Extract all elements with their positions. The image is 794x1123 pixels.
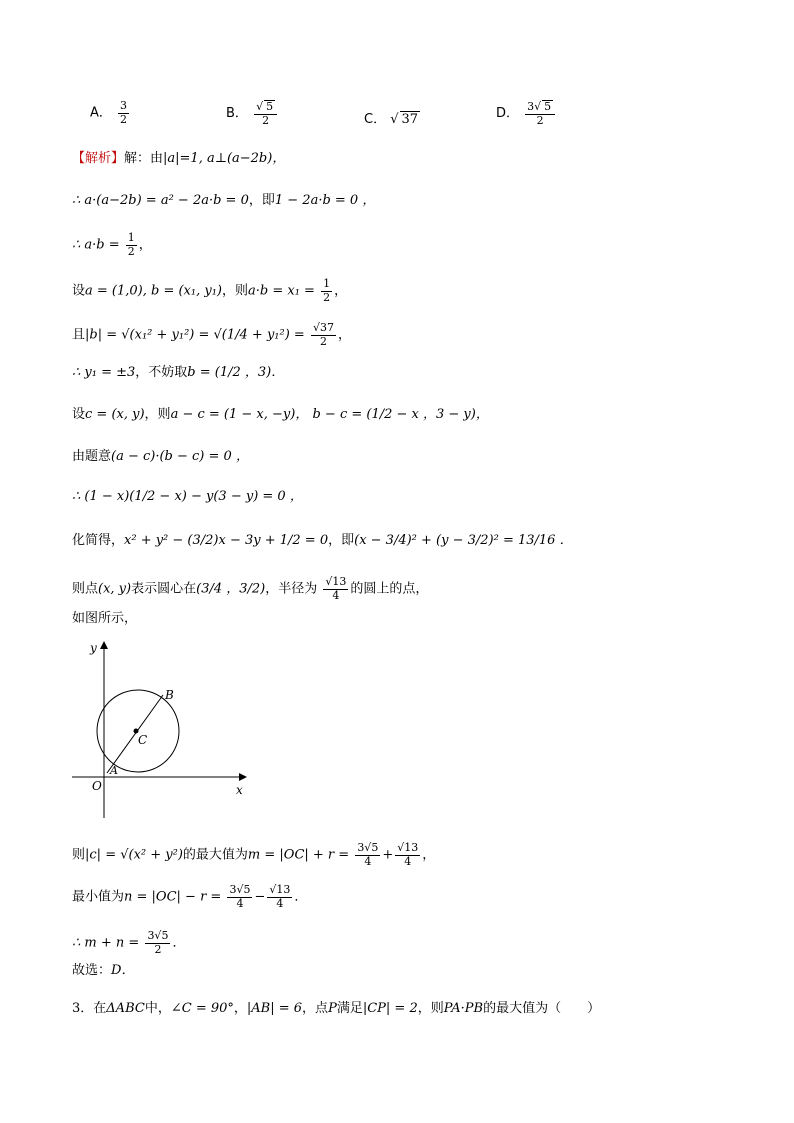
y-axis-label: y: [90, 641, 97, 655]
solution-line-12: 如图所示，: [72, 611, 138, 626]
solution-line-2: ∴ a·(a−2b) = a² − 2a·b = 0，即1 − 2a·b = 0 ，: [72, 193, 376, 208]
solution-line-14: 最小值为n = |OC| − r = $\frac{3√5}{4}$ − $\frac{√13}{4}$ ．: [72, 883, 308, 910]
solution-line-5: 且|b| = √(x₁² + y₁²) = √(1/4 + y₁²) = $\frac{√37}{2}$ ，: [72, 321, 351, 348]
origin-label: O: [92, 779, 102, 793]
question-number: 3．: [72, 1001, 94, 1016]
option-c-value: 37: [401, 112, 419, 127]
option-d: [496, 100, 557, 127]
option-c: [364, 108, 420, 127]
solution-line-13: 则|c| = √(x² + y²)的最大值为m = |OC| + r = $\frac{3√5}{4}$ + $\frac{√13}{4}$ ，: [72, 841, 436, 868]
option-a-label: A．: [90, 105, 112, 121]
solution-line-1: 【解析】解：由|a|=1, a⊥(a−2b)，: [72, 151, 286, 166]
analysis-tag: 【解析】: [72, 151, 125, 166]
option-b: [226, 100, 279, 127]
point-a-label: A: [110, 764, 118, 777]
option-d-value: $\frac{3√ 5}{2}$: [525, 100, 555, 127]
solution-line-16: 故选：D．: [72, 963, 135, 978]
solution-line-10: 化简得，x² + y² − (3/2)x − 3y + 1/2 = 0，即(x − 3/4)² + (y − 3/2)² = 13/16 ．: [72, 533, 573, 548]
solution-line-3: ∴ a·b = $\frac{1}{2}$ ，: [72, 231, 152, 258]
solution-line-6: ∴ y₁ = ±3，不妨取b = (1/2 ，3)．: [72, 365, 285, 380]
option-c-label: C．: [364, 112, 387, 127]
option-b-value: √ $\frac{5}{2}$: [254, 100, 277, 127]
solution-line-8: 由题意(a − c)·(b − c) = 0 ，: [72, 449, 249, 464]
option-a: [90, 100, 131, 126]
circle-figure: [70, 638, 270, 828]
point-b-label: B: [165, 688, 174, 702]
option-d-label: D．: [496, 106, 520, 122]
solution-line-15: ∴ m + n = $\frac{3√5}{2}$ ．: [72, 929, 186, 956]
segment-ab: [107, 695, 163, 773]
solution-line-9: ∴ (1 − x)(1/2 − x) − y(3 − y) = 0 ，: [72, 489, 303, 504]
center-label: C: [138, 733, 148, 747]
option-a-value: $\frac{3}{2}$: [120, 99, 128, 126]
solution-line-4: 设a = (1,0), b = (x₁, y₁)，则a·b = x₁ = $\frac{1}{2}$ ，: [72, 277, 348, 304]
option-b-label: B．: [226, 106, 248, 122]
question-3: 3．在ΔABC中，∠C = 90°，|AB| = 6，点P满足|CP| = 2，则PA·PB的最大值为（ ）: [72, 1001, 601, 1016]
solution-line-11: 则点(x, y)表示圆心在(3/4 ，3/2)，半径为 $\frac{√13}{4}$ 的圆上的点，: [72, 575, 429, 602]
solution-line-7: 设c = (x, y)，则a − c = (1 − x, −y)， b − c = (1/2 − x ，3 − y)，: [72, 407, 489, 422]
x-axis-label: x: [236, 783, 243, 797]
